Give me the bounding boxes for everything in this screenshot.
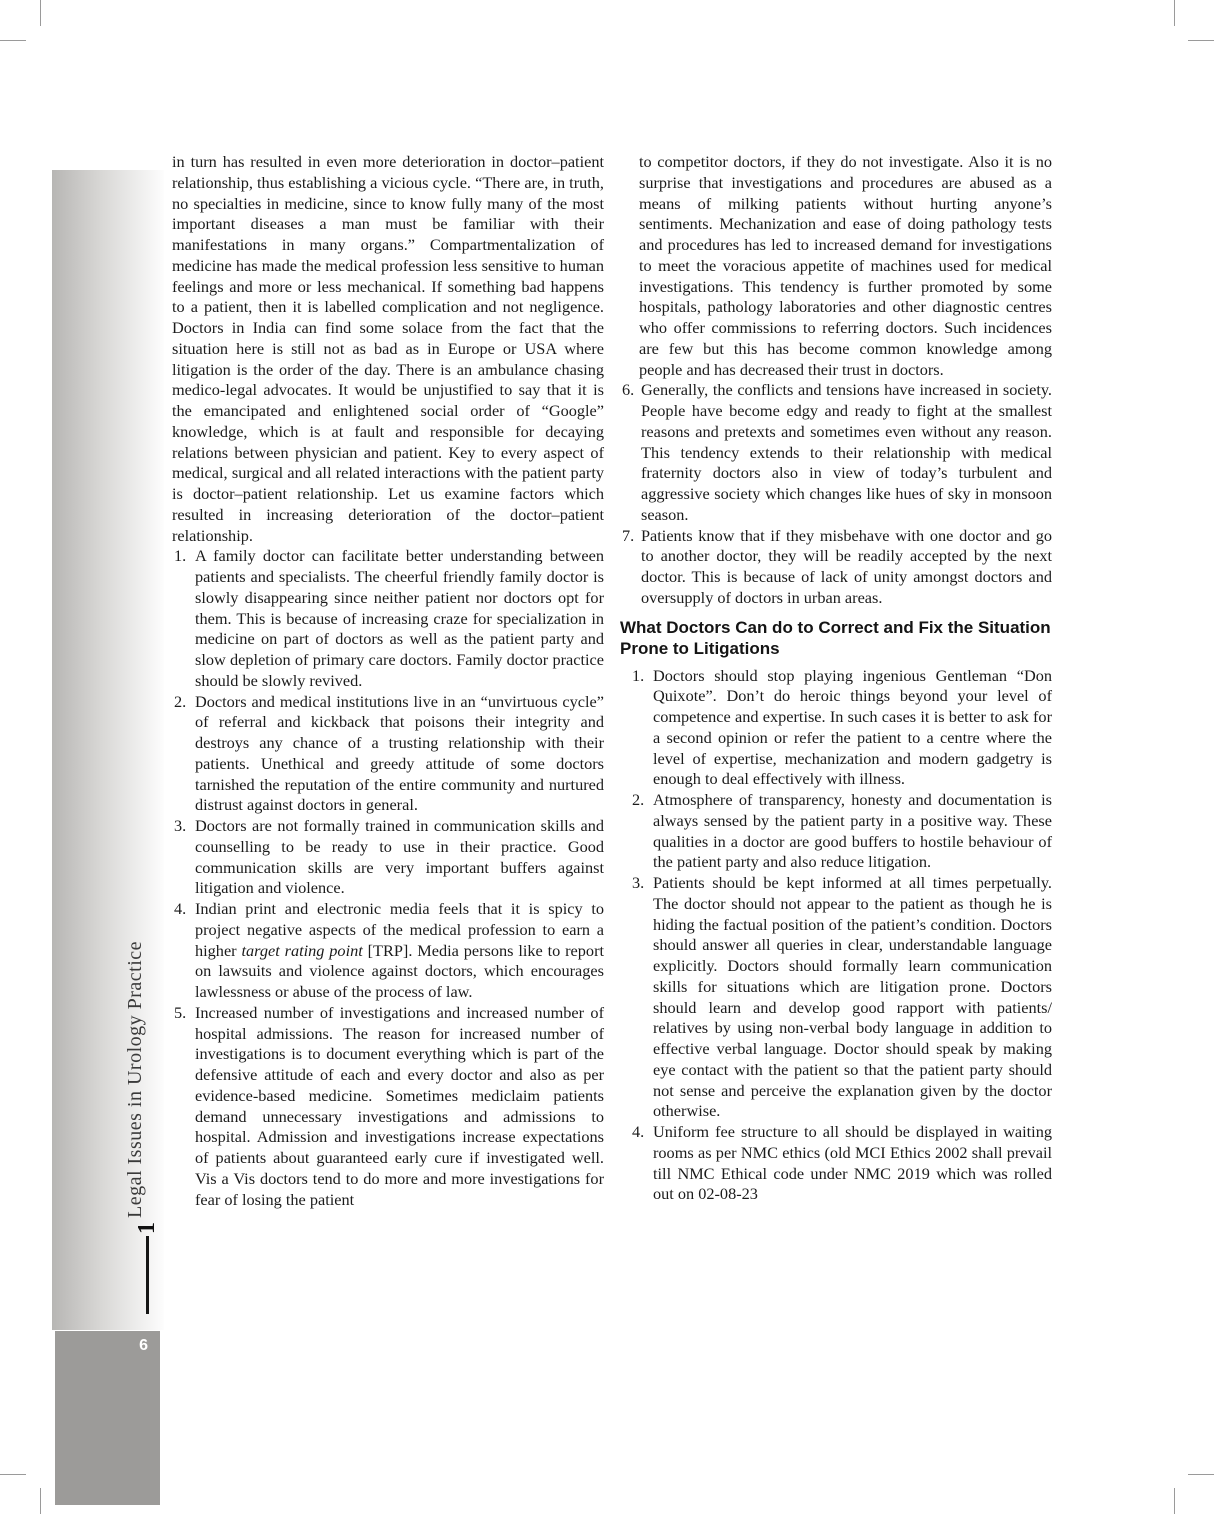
list-item-number: 6. bbox=[622, 380, 635, 400]
chapter-marker-line bbox=[146, 1236, 149, 1314]
list-item-number: 4. bbox=[174, 899, 187, 918]
list-item-number: 7. bbox=[622, 525, 635, 545]
item5-continuation-paragraph: to competitor doctors, if they do not investigate. Also it is no surprise that investigations and procedures are abused as a means of milking patients without hurting anyone’s sentiments. Mechanization and ease of doing pathology tests and procedures has led to increased demand for investigations to meet the voracious appetite of machines used for medical investigations. This tendency is further promoted by some hospitals, pathology laboratories and other diagnostic centres who offer commissions to referring doctors. Such incidences are few but this has become common knowledge among people and has decreased their trust in doctors. bbox=[639, 152, 1052, 379]
list-item bbox=[174, 816, 604, 899]
list-item-text: Doctors should stop playing ingenious Gentleman “Don Quixote”. Don’t do heroic things beyond your level of competence and expertise. In such cases it is better to ask for a second opinion or refer the patient to a centre where the level of expertise, mechanization and modern gadgetry is enough to deal effectively with illness. bbox=[653, 665, 1052, 789]
list-item bbox=[622, 526, 1052, 609]
crop-mark-bottom-left-vertical bbox=[40, 1488, 41, 1514]
section-heading: What Doctors Can do to Correct and Fix the Situation Prone to Litigations bbox=[620, 617, 1051, 658]
list-item-text-italic: target rating point bbox=[241, 940, 363, 960]
list-item bbox=[174, 692, 604, 817]
list-item-text: Patients should be kept informed at all times perpetually. The doctor should not appear to the patient as though he is hiding the factual position of the patient’s condition. Doctors should answer all queries in clear, understandable language explicitly. Doctors should formally learn communication skills for situations which are litigation prone. Doctors should learn and develop good rapport with patients/ relatives by using non-verbal body language in addition to effective verbal language. Doctor should speak by making eye contact with the patient so that the patient party should not sense and perceive the explanation given by the doctor otherwise. bbox=[653, 873, 1052, 1121]
list-item bbox=[174, 546, 604, 691]
list-item-text-pre: Indian print and electronic media feels that it is spicy to project negative aspects of the medical profession to earn a higher bbox=[195, 899, 604, 960]
sidebar-gradient-band bbox=[52, 170, 164, 1330]
list-item-text: Increased number of investigations and increased number of hospital admissions. The reason for increased number of investigations is to document everything which is part of the defensive attitude of each and every doctor and also as per evidence-based medicine. Sometimes mediclaim patients demand unnecessary investigations and admissions to hospital. Admission and investigations increase expectations of patients about guaranteed early cure if investigated well. Vis a Vis doctors tend to do more and more investigations for fear of losing the patient bbox=[195, 1002, 604, 1209]
list-item bbox=[632, 873, 1052, 1122]
list-item-number: 2. bbox=[632, 790, 645, 809]
list-item bbox=[622, 380, 1052, 525]
factors-list-continued bbox=[622, 380, 1052, 608]
list-item-number: 2. bbox=[174, 691, 187, 711]
list-item-text: A family doctor can facilitate better understanding between patients and specialists. The cheerful friendly family doctor is slowly disappearing since neither patient nor doctors opt for them. This is because of increasing craze for specialization in medicine on part of doctors as well as the patient party and slow depletion of primary care doctors. Family doctor practice should be slowly revived. bbox=[195, 546, 604, 690]
list-item-number: 4. bbox=[632, 1122, 645, 1141]
list-item-number: 1. bbox=[632, 665, 645, 685]
crop-mark-top-left-vertical bbox=[40, 0, 41, 26]
crop-mark-top-right-vertical bbox=[1174, 0, 1175, 26]
crop-mark-top-right-horizontal bbox=[1188, 40, 1214, 41]
list-item-text: Patients know that if they misbehave with one doctor and go to another doctor, they will be readily accepted by the next doctor. This is because of lack of unity amongst doctors and oversupply of doctors in urban areas. bbox=[641, 525, 1052, 607]
list-item-text: Generally, the conflicts and tensions have increased in society. People have become edgy and ready to fight at the smallest reasons and pretexts and sometimes even without any reason. This tendency extends to their relationship with medical fraternity doctors also in view of today’s turbulent and aggressive society which changes like hues of sky in monsoon season. bbox=[641, 380, 1052, 524]
list-item-text bbox=[195, 899, 604, 1003]
sidebar-chapter-title: Legal Issues in Urology Practice bbox=[124, 940, 146, 1218]
body-text-left-column bbox=[172, 152, 604, 1210]
list-item bbox=[632, 1122, 1052, 1205]
crop-mark-bottom-left-horizontal bbox=[0, 1474, 26, 1475]
list-item-number: 3. bbox=[174, 816, 187, 835]
list-item-text: Doctors and medical institutions live in an “unvirtuous cycle” of referral and kickback that poisons their integrity and destroys any chance of a trusting relationship with their patients. Unethical and greedy attitude of some doctors tarnished the reputation of the entire community and nurtured distrust against doctors in general. bbox=[195, 691, 604, 815]
chapter-number: 1 bbox=[133, 1222, 160, 1234]
list-item bbox=[632, 666, 1052, 791]
list-item-number: 1. bbox=[174, 546, 187, 566]
list-item bbox=[174, 899, 604, 1003]
chapter-marker bbox=[134, 1222, 160, 1314]
crop-mark-bottom-right-vertical bbox=[1174, 1488, 1175, 1514]
list-item-number: 3. bbox=[632, 873, 645, 892]
crop-mark-top-left-horizontal bbox=[0, 40, 26, 41]
list-item-number: 5. bbox=[174, 1002, 187, 1022]
list-item bbox=[174, 1003, 604, 1211]
list-item-text: Atmosphere of transparency, honesty and documentation is always sensed by the patient party in a positive way. These qualities in a doctor are good buffers to hostile behaviour of the patient party and also reduce litigation. bbox=[653, 790, 1052, 872]
body-text-right-column bbox=[620, 152, 1052, 1205]
corrective-actions-list bbox=[632, 666, 1052, 1206]
list-item-text: Doctors are not formally trained in communication skills and counselling to be ready to use in their practice. Good communication skills are very important buffers against litigation and violence. bbox=[195, 816, 604, 898]
page-number: 6 bbox=[139, 1337, 148, 1354]
intro-paragraph: in turn has resulted in even more deterioration in doctor–patient relationship, thus establishing a vicious cycle. “There are, in truth, no specialties in medicine, since to know fully many of the most important diseases a man must be familiar with their manifestations in many organs.” Compartmentalization of medicine has made the medical profession less sensitive to human feelings and more or less mechanical. If something bad happens to a patient, then it is labelled complication and not negligence. Doctors in India can find some solace from the fact that the situation here is still not as bad as in Europe or USA where litigation is the order of the day. There is an ambulance chasing medico-legal advocates. It would be unjustified to say that it is the emancipated and enlightened social order of “Google” knowledge, which is at fault and responsible for decaying relations between physician and patient. Key to every aspect of medical, surgical and all related interactions with the patient party is doctor–patient relationship. Let us examine factors which resulted in increasing deterioration of the doctor–patient relationship. bbox=[172, 152, 604, 545]
factors-list bbox=[174, 546, 604, 1210]
list-item-text-post: [TRP]. Media persons like to report on lawsuits and violence against doctors, which encourages lawlessness or abuse of the process of law. bbox=[195, 940, 605, 1001]
page-number-block bbox=[55, 1331, 160, 1505]
list-item bbox=[632, 790, 1052, 873]
list-item-text: Uniform fee structure to all should be displayed in waiting rooms as per NMC ethics (old MCI Ethics 2002 shall prevail till NMC Ethical code under NMC 2019 which was rolled out on 02-08-23 bbox=[653, 1122, 1052, 1204]
crop-mark-bottom-right-horizontal bbox=[1188, 1474, 1214, 1475]
